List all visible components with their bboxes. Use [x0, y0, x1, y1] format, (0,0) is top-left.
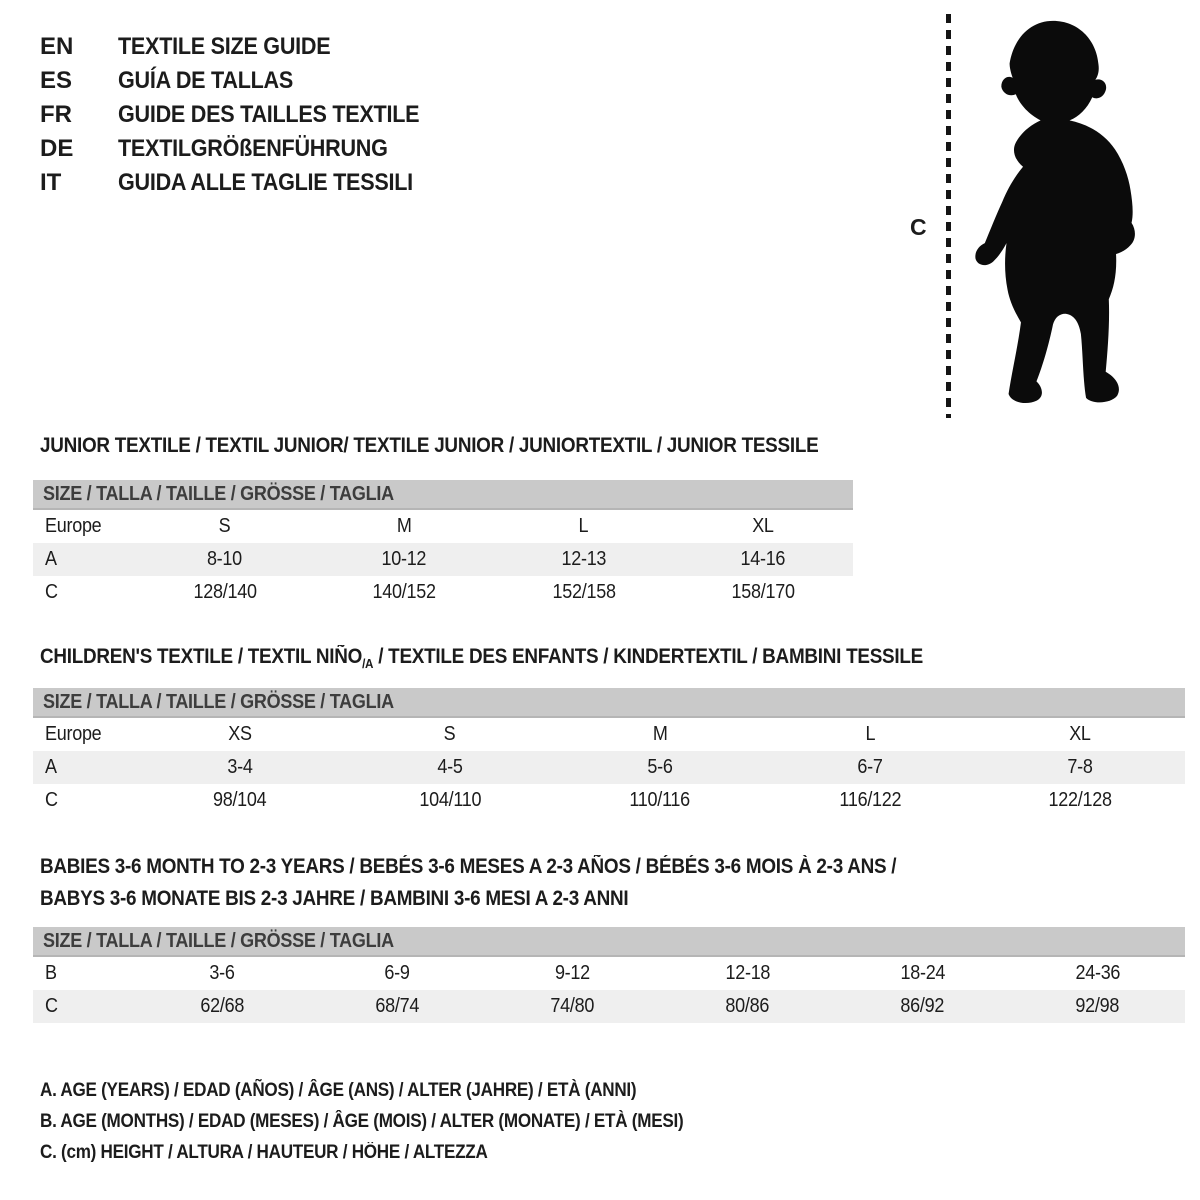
height-value: 68/74	[375, 995, 420, 1017]
toddler-silhouette-icon	[960, 16, 1146, 422]
nino-a-subscript: /A	[362, 656, 374, 672]
size-header-bar	[33, 927, 1185, 957]
size-value: XL	[752, 515, 774, 537]
height-value: 98/104	[213, 789, 267, 811]
age-value: 7-8	[1067, 756, 1093, 778]
row-label: Europe	[45, 723, 102, 745]
size-value: XL	[1069, 723, 1091, 745]
age-value: 5-6	[647, 756, 673, 778]
size-value: S	[218, 515, 231, 537]
height-value: 92/98	[1075, 995, 1120, 1017]
height-value: 86/92	[900, 995, 945, 1017]
size-value: L	[865, 723, 875, 745]
height-value: 104/110	[419, 789, 481, 811]
legend	[40, 1075, 755, 1168]
row-label: B	[45, 962, 57, 984]
age-value: 14-16	[740, 548, 786, 570]
row-label: C	[45, 581, 58, 603]
age-value: 8-10	[207, 548, 243, 570]
height-value: 140/152	[372, 581, 436, 603]
junior-section-title-text: JUNIOR TEXTILE / TEXTIL JUNIOR/ TEXTILE JUNIOR / JUNIORTEXTIL / JUNIOR TESSILE	[40, 434, 819, 457]
height-value: 152/158	[552, 581, 616, 603]
babies-section-title-line2: BABYS 3-6 MONATE BIS 2-3 JAHRE / BAMBINI 3-6 MESI A 2-3 ANNI	[40, 887, 629, 910]
size-value: M	[652, 723, 668, 745]
babies-size-table	[33, 927, 1185, 1023]
size-value: S	[444, 723, 456, 745]
height-measure-dashed-line	[946, 14, 951, 418]
junior-section-title	[40, 434, 905, 458]
table-row-age	[33, 543, 853, 576]
size-value: M	[396, 515, 412, 537]
row-label: C	[45, 789, 58, 811]
height-measure-label: C	[910, 214, 927, 240]
height-value: 74/80	[550, 995, 595, 1017]
age-value: 10-12	[381, 548, 427, 570]
table-row-months	[33, 957, 1185, 990]
table-row-europe	[33, 718, 1185, 751]
lang-code: EN	[40, 33, 74, 60]
table-row-height	[33, 990, 1185, 1023]
row-label: Europe	[45, 515, 102, 537]
babies-section-title-line1: BABIES 3-6 MONTH TO 2-3 YEARS / BEBÉS 3-6 MESES A 2-3 AÑOS / BÉBÉS 3-6 MOIS À 2-3 ANS /	[40, 855, 897, 878]
legend-line-c: C. (cm) HEIGHT / ALTURA / HAUTEUR / HÖHE / ALTEZZA	[40, 1141, 488, 1163]
size-value: XS	[228, 723, 252, 745]
table-row-height	[33, 784, 1185, 817]
height-value: 110/116	[629, 789, 691, 811]
children-size-table	[33, 688, 1185, 817]
age-value: 3-4	[227, 756, 253, 778]
guide-title: GUÍA DE TALLAS	[118, 67, 294, 94]
lang-code: FR	[40, 101, 72, 128]
lang-code: DE	[40, 135, 74, 162]
age-value: 12-13	[561, 548, 607, 570]
guide-title: TEXTILE SIZE GUIDE	[118, 33, 331, 60]
lang-row-de	[40, 132, 453, 166]
size-header-bar	[33, 480, 853, 510]
height-value: 116/122	[839, 789, 901, 811]
language-title-block	[40, 30, 453, 200]
legend-line-a: A. AGE (YEARS) / EDAD (AÑOS) / ÂGE (ANS) / ALTER (JAHRE) / ETÀ (ANNI)	[40, 1079, 637, 1101]
size-header-text: SIZE / TALLA / TAILLE / GRÖSSE / TAGLIA	[43, 482, 394, 505]
lang-row-fr	[40, 98, 453, 132]
size-header-text: SIZE / TALLA / TAILLE / GRÖSSE / TAGLIA	[43, 929, 394, 952]
age-value: 4-5	[437, 756, 463, 778]
months-value: 9-12	[555, 962, 590, 984]
height-value: 122/128	[1048, 789, 1112, 811]
months-value: 18-24	[900, 962, 945, 984]
row-label: A	[45, 548, 57, 570]
lang-code: IT	[40, 169, 62, 196]
children-section-title	[40, 645, 1021, 671]
height-value: 128/140	[193, 581, 257, 603]
lang-row-es	[40, 64, 453, 98]
height-value: 80/86	[725, 995, 770, 1017]
guide-title: GUIDA ALLE TAGLIE TESSILI	[118, 169, 413, 196]
row-label: A	[45, 756, 57, 778]
table-row-height	[33, 576, 853, 609]
size-header-text: SIZE / TALLA / TAILLE / GRÖSSE / TAGLIA	[43, 690, 394, 713]
children-section-title-text: CHILDREN'S TEXTILE / TEXTIL $NIÑO_{/A}$ / TEXTILE DES ENFANTS / KINDERTEXTIL / BAMBINI TESSILE	[40, 645, 923, 672]
legend-line-b: B. AGE (MONTHS) / EDAD (MESES) / ÂGE (MOIS) / ALTER (MONATE) / ETÀ (MESI)	[40, 1110, 684, 1132]
height-value: 62/68	[200, 995, 245, 1017]
guide-title: GUIDE DES TAILLES TEXTILE	[118, 101, 420, 128]
row-label: C	[45, 995, 58, 1017]
table-row-europe	[33, 510, 853, 543]
lang-row-it	[40, 166, 453, 200]
months-value: 12-18	[725, 962, 770, 984]
lang-code: ES	[40, 67, 73, 94]
months-value: 24-36	[1075, 962, 1120, 984]
height-figure	[900, 10, 1160, 425]
size-value: L	[578, 515, 589, 537]
age-value: 6-7	[857, 756, 883, 778]
table-row-age	[33, 751, 1185, 784]
height-value: 158/170	[731, 581, 795, 603]
months-value: 3-6	[209, 962, 236, 984]
guide-title: TEXTILGRÖßENFÜHRUNG	[118, 135, 388, 162]
junior-size-table	[33, 480, 853, 609]
size-header-bar	[33, 688, 1185, 718]
months-value: 6-9	[384, 962, 411, 984]
lang-row-en	[40, 30, 453, 64]
